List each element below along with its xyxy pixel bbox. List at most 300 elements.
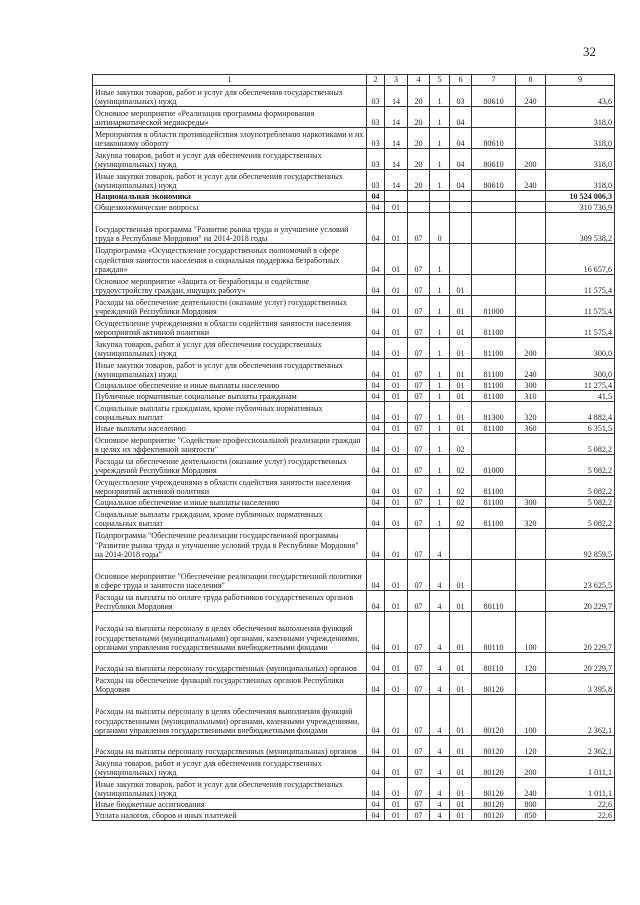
row-code-subprogram: 4: [430, 778, 450, 799]
row-code-program: 07: [408, 508, 430, 529]
row-code-subsection: 01: [385, 653, 408, 674]
row-code-direction: 80610: [472, 149, 516, 170]
row-code-subsection: 01: [385, 359, 408, 380]
row-code-expense-type: [516, 275, 546, 296]
row-code-activity: 01: [450, 653, 472, 674]
row-code-program: 07: [408, 455, 430, 476]
row-code-subprogram: 4: [430, 799, 450, 810]
row-name: Расходы на выплаты персоналу в целях обеспечения выполнения функций государственными (муниципальными) органами, казенными учреждениями, органами управления государственными внебюджетными фондами: [93, 695, 367, 736]
row-code-activity: 04: [450, 149, 472, 170]
table-row: [93, 508, 615, 529]
row-code-subsection: 01: [385, 778, 408, 799]
row-code-expense-type: [516, 476, 546, 497]
table-row: [93, 391, 615, 402]
row-code-activity: 02: [450, 476, 472, 497]
row-code-subsection: 01: [385, 317, 408, 338]
row-amount: 11 575,4: [546, 296, 615, 317]
table-row: [93, 497, 615, 508]
table-row: [93, 244, 615, 275]
row-code-section: 04: [367, 359, 385, 380]
row-code-subprogram: [430, 202, 450, 213]
row-code-section: 04: [367, 191, 385, 202]
row-code-expense-type: [516, 202, 546, 213]
row-code-direction: 80110: [472, 653, 516, 674]
row-code-direction: 80120: [472, 736, 516, 757]
table-row: [93, 778, 615, 799]
row-code-program: 07: [408, 423, 430, 434]
row-amount: 22,6: [546, 799, 615, 810]
row-code-program: 07: [408, 695, 430, 736]
row-code-direction: 81100: [472, 497, 516, 508]
row-amount: 1 011,1: [546, 757, 615, 778]
row-code-direction: 81300: [472, 402, 516, 423]
row-code-subprogram: 1: [430, 391, 450, 402]
table-row: [93, 476, 615, 497]
row-name: Основное мероприятие «Защита от безработицы и содействие трудоустройству граждан, ищущих работу»: [93, 275, 367, 296]
table-row: [93, 674, 615, 695]
row-code-subsection: 01: [385, 296, 408, 317]
row-code-direction: 80120: [472, 778, 516, 799]
table-row: [93, 359, 615, 380]
row-code-activity: 02: [450, 455, 472, 476]
row-code-activity: [450, 202, 472, 213]
row-name: Расходы на выплаты персоналу государственных (муниципальных) органов: [93, 653, 367, 674]
row-code-program: 07: [408, 736, 430, 757]
row-code-subsection: 01: [385, 560, 408, 591]
table-row: [93, 275, 615, 296]
row-code-expense-type: [516, 529, 546, 560]
table-row: [93, 423, 615, 434]
table-row: [93, 170, 615, 191]
row-code-subprogram: 1: [430, 170, 450, 191]
table-row: [93, 757, 615, 778]
row-name: Расходы на выплаты персоналу в целях обеспечения выполнения функций государственными (муниципальными) органами, казенными учреждениями, органами управления государственными внебюджетными фондами: [93, 612, 367, 653]
page-number: 32: [583, 44, 596, 59]
row-code-expense-type: 310: [516, 391, 546, 402]
row-code-section: 03: [367, 86, 385, 107]
row-code-subsection: 01: [385, 810, 408, 821]
row-code-activity: [450, 244, 472, 275]
row-name: Национальная экономика: [93, 191, 367, 202]
row-code-section: 04: [367, 497, 385, 508]
row-code-expense-type: [516, 244, 546, 275]
row-code-activity: 01: [450, 296, 472, 317]
row-code-expense-type: 240: [516, 86, 546, 107]
row-amount: 20 229,7: [546, 653, 615, 674]
row-code-subprogram: 1: [430, 508, 450, 529]
row-code-subprogram: 1: [430, 476, 450, 497]
row-code-program: 07: [408, 380, 430, 391]
row-code-section: 04: [367, 213, 385, 244]
row-code-program: 07: [408, 296, 430, 317]
row-amount: 22,6: [546, 810, 615, 821]
row-code-subsection: 01: [385, 757, 408, 778]
row-name: Расходы на обеспечение деятельности (оказание услуг) государственных учреждений Республики Мордовия: [93, 296, 367, 317]
table-row: [93, 402, 615, 423]
row-name: Расходы на выплаты персоналу государственных (муниципальных) органов: [93, 736, 367, 757]
table-row: [93, 149, 615, 170]
row-code-subsection: 01: [385, 213, 408, 244]
row-code-subsection: 01: [385, 529, 408, 560]
row-code-subprogram: 1: [430, 86, 450, 107]
row-code-expense-type: 100: [516, 612, 546, 653]
row-code-expense-type: [516, 213, 546, 244]
row-name: Социальные выплаты гражданам, кроме публичных нормативных социальных выплат: [93, 508, 367, 529]
row-code-activity: 04: [450, 170, 472, 191]
row-code-subsection: 01: [385, 736, 408, 757]
table-row: [93, 191, 615, 202]
row-code-section: 03: [367, 149, 385, 170]
row-name: Закупка товаров, работ и услуг для обеспечения государственных (муниципальных) нужд: [93, 757, 367, 778]
row-amount: 92 859,5: [546, 529, 615, 560]
table-row: [93, 736, 615, 757]
row-amount: 318,0: [546, 149, 615, 170]
table-row: [93, 529, 615, 560]
row-code-activity: 01: [450, 591, 472, 612]
row-code-activity: 03: [450, 86, 472, 107]
row-code-direction: 81100: [472, 359, 516, 380]
row-code-direction: 81100: [472, 508, 516, 529]
row-code-section: 04: [367, 275, 385, 296]
row-code-direction: 81100: [472, 423, 516, 434]
table-row: [93, 202, 615, 213]
row-code-program: 07: [408, 275, 430, 296]
row-code-expense-type: 100: [516, 695, 546, 736]
row-code-program: 07: [408, 757, 430, 778]
row-amount: 318,0: [546, 107, 615, 128]
row-code-subsection: 01: [385, 497, 408, 508]
row-code-subsection: 01: [385, 674, 408, 695]
row-code-subsection: 14: [385, 128, 408, 149]
row-code-subsection: 14: [385, 149, 408, 170]
row-amount: 5 082,2: [546, 497, 615, 508]
row-code-program: 07: [408, 391, 430, 402]
table-row: [93, 107, 615, 128]
row-code-direction: 81000: [472, 296, 516, 317]
row-code-subsection: 01: [385, 434, 408, 455]
row-code-program: [408, 202, 430, 213]
row-code-subsection: 14: [385, 170, 408, 191]
row-code-direction: 80110: [472, 591, 516, 612]
row-amount: 1 011,1: [546, 778, 615, 799]
row-code-program: 07: [408, 359, 430, 380]
row-code-subsection: 01: [385, 455, 408, 476]
row-code-subsection: 01: [385, 338, 408, 359]
row-code-expense-type: 800: [516, 799, 546, 810]
column-header: 4: [408, 75, 430, 86]
row-code-activity: 01: [450, 612, 472, 653]
row-code-expense-type: [516, 107, 546, 128]
column-header: 2: [367, 75, 385, 86]
row-amount: 2 362,1: [546, 695, 615, 736]
row-code-expense-type: 320: [516, 508, 546, 529]
row-amount: 11 575,4: [546, 275, 615, 296]
row-amount: 318,0: [546, 128, 615, 149]
row-code-activity: [450, 529, 472, 560]
row-code-expense-type: 320: [516, 402, 546, 423]
row-code-expense-type: [516, 560, 546, 591]
row-code-activity: [450, 191, 472, 202]
row-code-subsection: 01: [385, 695, 408, 736]
row-code-direction: 80610: [472, 128, 516, 149]
row-code-direction: 80610: [472, 86, 516, 107]
row-name: Мероприятия в области противодействия злоупотреблению наркотиками и их незаконному обороту: [93, 128, 367, 149]
row-code-section: 04: [367, 244, 385, 275]
row-code-direction: 81100: [472, 476, 516, 497]
column-header: 7: [472, 75, 516, 86]
row-name: Осуществление учреждениями в области содействия занятости населения мероприятий активной политики: [93, 476, 367, 497]
row-code-program: 07: [408, 529, 430, 560]
row-code-expense-type: [516, 191, 546, 202]
table-row: [93, 338, 615, 359]
row-amount: 11 275,4: [546, 380, 615, 391]
row-code-subprogram: 1: [430, 402, 450, 423]
row-code-expense-type: 300: [516, 380, 546, 391]
row-code-activity: 02: [450, 508, 472, 529]
table-row: [93, 380, 615, 391]
row-code-program: 20: [408, 149, 430, 170]
row-code-direction: [472, 275, 516, 296]
table-row: [93, 128, 615, 149]
row-name: Иные закупки товаров, работ и услуг для обеспечения государственных (муниципальных) нужд: [93, 778, 367, 799]
row-code-activity: 01: [450, 757, 472, 778]
row-code-section: 03: [367, 128, 385, 149]
budget-table: [92, 74, 615, 821]
row-name: Социальное обеспечение и иные выплаты населению: [93, 380, 367, 391]
table-row: [93, 317, 615, 338]
table-row: [93, 560, 615, 591]
row-code-section: 04: [367, 508, 385, 529]
row-code-direction: [472, 529, 516, 560]
table-row: [93, 434, 615, 455]
row-code-section: 04: [367, 799, 385, 810]
row-code-direction: 80120: [472, 799, 516, 810]
row-code-direction: 80120: [472, 695, 516, 736]
row-code-subprogram: 1: [430, 317, 450, 338]
row-code-subprogram: 1: [430, 107, 450, 128]
row-code-section: 04: [367, 653, 385, 674]
row-code-subprogram: 1: [430, 275, 450, 296]
row-name: Иные закупки товаров, работ и услуг для обеспечения государственных (муниципальных) нужд: [93, 170, 367, 191]
row-code-section: 04: [367, 529, 385, 560]
row-code-direction: 81100: [472, 391, 516, 402]
row-code-activity: 01: [450, 275, 472, 296]
row-code-direction: [472, 107, 516, 128]
row-code-section: 04: [367, 434, 385, 455]
row-name: Основное мероприятие «Реализация программы формирования антинаркотической медиасреды»: [93, 107, 367, 128]
row-code-activity: 02: [450, 497, 472, 508]
column-header: 1: [93, 75, 367, 86]
row-code-subprogram: 4: [430, 560, 450, 591]
row-amount: 11 575,4: [546, 317, 615, 338]
row-code-section: 04: [367, 736, 385, 757]
row-code-section: 04: [367, 476, 385, 497]
row-code-direction: 81100: [472, 317, 516, 338]
row-code-subsection: 01: [385, 591, 408, 612]
row-amount: 6 351,5: [546, 423, 615, 434]
row-code-subprogram: 1: [430, 380, 450, 391]
row-code-subsection: 14: [385, 107, 408, 128]
row-code-subprogram: 4: [430, 736, 450, 757]
row-code-expense-type: [516, 674, 546, 695]
row-name: Иные закупки товаров, работ и услуг для обеспечения государственных (муниципальных) нужд: [93, 86, 367, 107]
row-code-expense-type: 240: [516, 778, 546, 799]
row-code-section: 04: [367, 591, 385, 612]
row-code-program: 20: [408, 170, 430, 191]
row-code-subprogram: 0: [430, 213, 450, 244]
table-header-row: [93, 75, 615, 86]
row-code-subsection: 01: [385, 612, 408, 653]
row-amount: 300,0: [546, 359, 615, 380]
row-code-subprogram: 1: [430, 296, 450, 317]
row-code-subprogram: 4: [430, 810, 450, 821]
row-code-subprogram: 4: [430, 695, 450, 736]
row-name: Расходы на выплаты по оплате труда работников государственных органов Республики Мордовия: [93, 591, 367, 612]
row-code-subprogram: 4: [430, 591, 450, 612]
row-code-program: 20: [408, 107, 430, 128]
row-code-subprogram: 1: [430, 128, 450, 149]
table-row: [93, 653, 615, 674]
row-amount: 5 082,2: [546, 434, 615, 455]
row-code-section: 04: [367, 612, 385, 653]
row-amount: 23 625,5: [546, 560, 615, 591]
row-code-subprogram: 1: [430, 423, 450, 434]
row-amount: 4 882,4: [546, 402, 615, 423]
row-name: Социальные выплаты гражданам, кроме публичных нормативных социальных выплат: [93, 402, 367, 423]
row-amount: 2 362,1: [546, 736, 615, 757]
row-code-direction: 80120: [472, 810, 516, 821]
table-row: [93, 810, 615, 821]
row-code-expense-type: 120: [516, 653, 546, 674]
row-code-section: 03: [367, 170, 385, 191]
row-code-direction: [472, 191, 516, 202]
row-code-subsection: 14: [385, 86, 408, 107]
row-name: Расходы на обеспечение функций государственных органов Республики Мордовия: [93, 674, 367, 695]
row-code-direction: [472, 434, 516, 455]
row-code-subprogram: 1: [430, 244, 450, 275]
row-code-program: 20: [408, 86, 430, 107]
row-code-section: 04: [367, 674, 385, 695]
row-amount: 3 395,8: [546, 674, 615, 695]
row-code-program: 07: [408, 778, 430, 799]
row-code-section: 04: [367, 296, 385, 317]
row-code-subprogram: 4: [430, 757, 450, 778]
column-header: 6: [450, 75, 472, 86]
row-code-activity: 04: [450, 128, 472, 149]
row-code-program: 07: [408, 810, 430, 821]
row-name: Социальное обеспечение и иные выплаты населению: [93, 497, 367, 508]
row-code-subsection: 01: [385, 275, 408, 296]
row-code-section: 04: [367, 402, 385, 423]
row-amount: 10 524 006,3: [546, 191, 615, 202]
row-code-activity: 01: [450, 338, 472, 359]
row-code-section: 04: [367, 695, 385, 736]
row-code-section: 04: [367, 338, 385, 359]
row-code-program: 07: [408, 674, 430, 695]
row-code-program: 07: [408, 591, 430, 612]
row-name: Осуществление учреждениями в области содействия занятости населения мероприятий активной политики: [93, 317, 367, 338]
row-code-activity: 02: [450, 434, 472, 455]
table-row: [93, 612, 615, 653]
table-row: [93, 455, 615, 476]
row-code-activity: 01: [450, 380, 472, 391]
row-amount: 5 082,2: [546, 476, 615, 497]
row-code-subprogram: [430, 191, 450, 202]
row-code-program: 07: [408, 402, 430, 423]
row-code-subprogram: 4: [430, 674, 450, 695]
row-code-subprogram: 1: [430, 455, 450, 476]
table-row: [93, 296, 615, 317]
row-code-activity: 01: [450, 810, 472, 821]
row-code-subprogram: 1: [430, 434, 450, 455]
row-name: Публичные нормативные социальные выплаты гражданам: [93, 391, 367, 402]
row-code-subsection: 01: [385, 423, 408, 434]
row-code-direction: 80120: [472, 757, 516, 778]
row-code-subprogram: 1: [430, 338, 450, 359]
row-code-program: 07: [408, 612, 430, 653]
row-name: Иные закупки товаров, работ и услуг для обеспечения государственных (муниципальных) нужд: [93, 359, 367, 380]
row-code-section: 04: [367, 391, 385, 402]
row-name: Закупка товаров, работ и услуг для обеспечения государственных (муниципальных) нужд: [93, 149, 367, 170]
column-header: 8: [516, 75, 546, 86]
row-amount: 300,0: [546, 338, 615, 359]
row-code-subsection: 01: [385, 202, 408, 213]
row-code-expense-type: 120: [516, 736, 546, 757]
row-code-expense-type: 850: [516, 810, 546, 821]
row-code-direction: [472, 560, 516, 591]
row-code-activity: 01: [450, 778, 472, 799]
row-code-subsection: 01: [385, 402, 408, 423]
row-code-expense-type: 200: [516, 757, 546, 778]
row-code-direction: [472, 244, 516, 275]
row-code-expense-type: [516, 317, 546, 338]
row-code-subprogram: 4: [430, 529, 450, 560]
row-code-activity: 01: [450, 736, 472, 757]
row-code-subsection: 01: [385, 391, 408, 402]
row-code-section: 04: [367, 810, 385, 821]
row-code-program: 07: [408, 434, 430, 455]
table-row: [93, 695, 615, 736]
row-code-section: 04: [367, 202, 385, 213]
row-code-program: 07: [408, 497, 430, 508]
column-header: 5: [430, 75, 450, 86]
row-code-direction: 81100: [472, 338, 516, 359]
row-amount: 318,0: [546, 170, 615, 191]
row-code-program: 20: [408, 128, 430, 149]
row-code-subprogram: 4: [430, 653, 450, 674]
row-code-expense-type: [516, 455, 546, 476]
row-code-activity: 01: [450, 695, 472, 736]
row-name: Подпрограмма "Обеспечение реализации государственной программы "Развитие рынка труда и улучшение условий труда в Республике Мордовия" на 2014-2018 годы": [93, 529, 367, 560]
row-code-expense-type: 240: [516, 359, 546, 380]
row-code-subsection: [385, 191, 408, 202]
row-code-program: [408, 191, 430, 202]
table-row: [93, 213, 615, 244]
row-name: Общеэкономические вопросы: [93, 202, 367, 213]
row-code-section: 04: [367, 778, 385, 799]
row-code-activity: 01: [450, 423, 472, 434]
row-amount: 16 657,6: [546, 244, 615, 275]
table-row: [93, 799, 615, 810]
row-code-direction: 80110: [472, 612, 516, 653]
row-code-expense-type: [516, 591, 546, 612]
row-amount: 41,5: [546, 391, 615, 402]
row-code-subsection: 01: [385, 380, 408, 391]
row-code-subsection: 01: [385, 508, 408, 529]
row-amount: 5 082,2: [546, 455, 615, 476]
row-code-program: 07: [408, 653, 430, 674]
row-name: Основное мероприятие "Обеспечение реализации государственной политики в сфере труда и занятости населения": [93, 560, 367, 591]
